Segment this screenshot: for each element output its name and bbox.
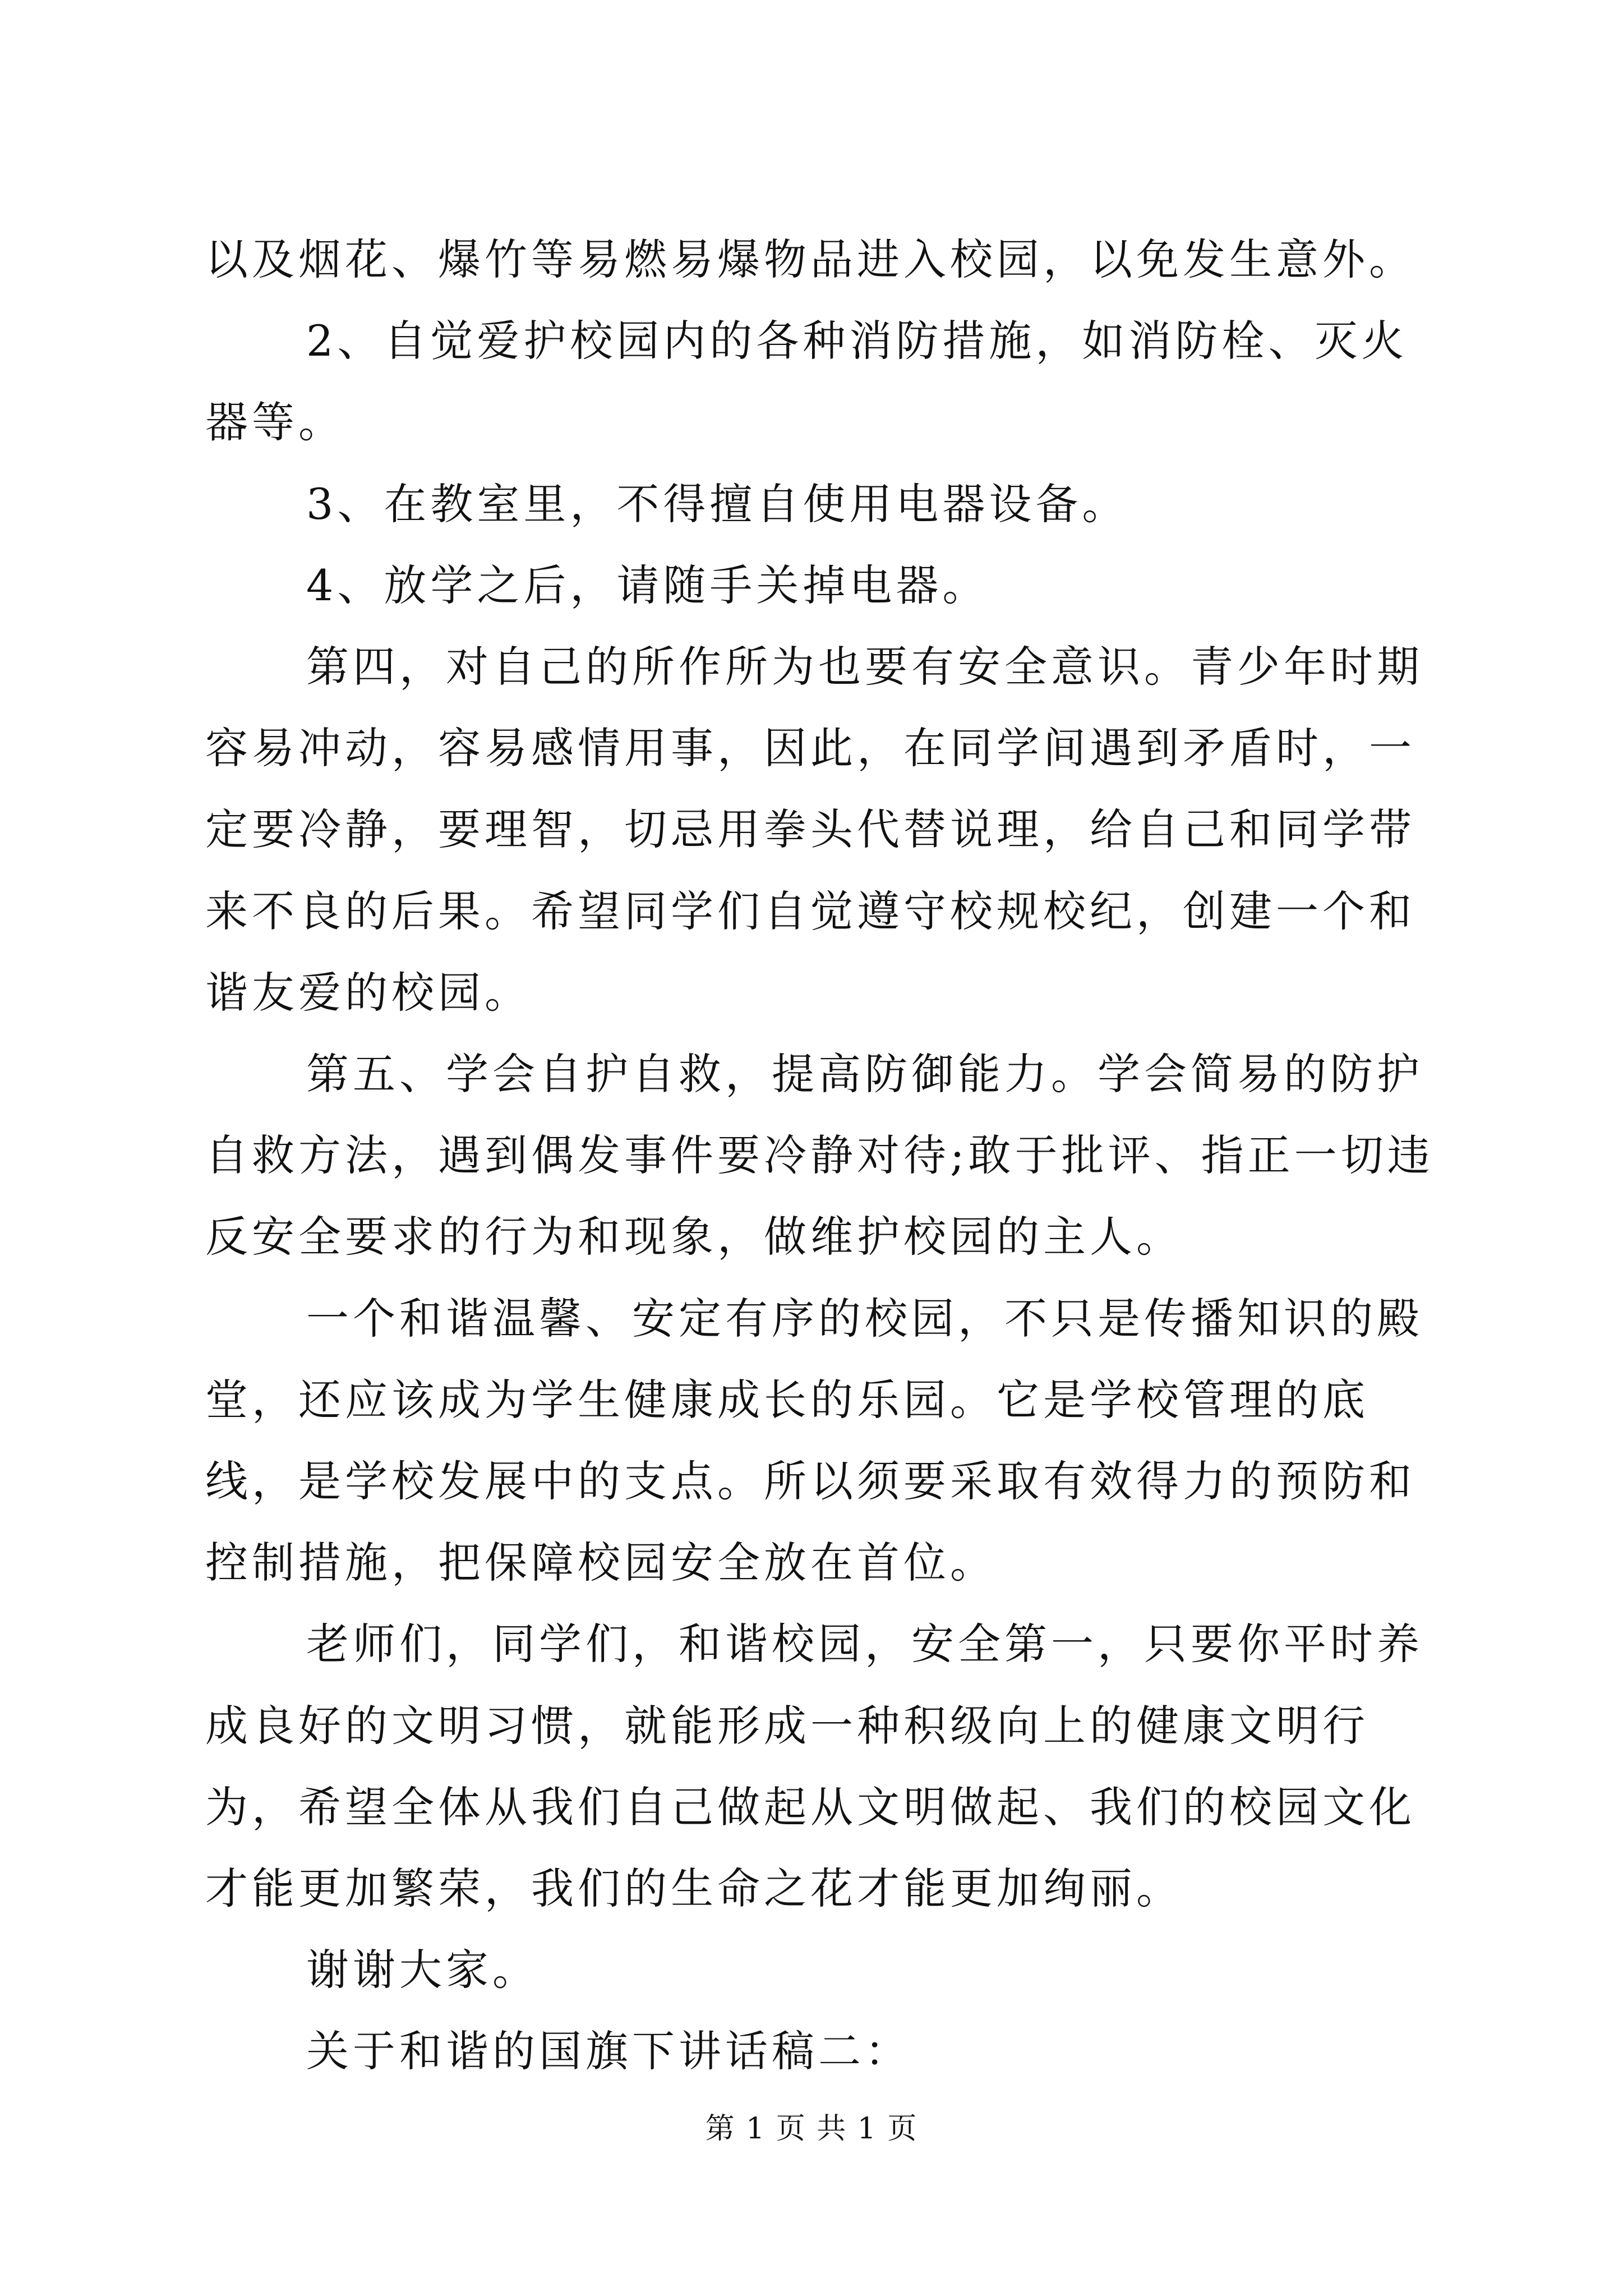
- paragraph-fourth: 第四，对自己的所作所为也要有安全意识。青少年时期容易冲动，容易感情用事，因此，在同学间遇到矛盾时，一定要冷静，要理智，切忌用拳头代替说理，给自己和同学带来不良的后果。希望同学们自觉遵守校规校纪，创建一个和谐友爱的校园。: [205, 642, 1423, 1018]
- paragraph-item-4: 4、放学之后，请随手关掉电器。: [306, 560, 989, 610]
- paragraph-item-2: 2、自觉爱护校园内的各种消防措施，如消防栓、灭火器等。: [205, 316, 1408, 448]
- paragraph-continuation: 以及烟花、爆竹等易燃易爆物品进入校园，以免发生意外。: [205, 234, 1415, 284]
- document-body: [205, 219, 1439, 2092]
- paragraph-item-3: 3、在教室里，不得擅自使用电器设备。: [306, 478, 1129, 529]
- paragraph-next-title: 关于和谐的国旗下讲话稿二：: [306, 2026, 911, 2077]
- paragraph-harmonious-campus: 一个和谐温馨、安定有序的校园，不只是传播知识的殿堂，还应该成为学生健康成长的乐园。它是学校管理的底线，是学校发展中的支点。所以须要采取有效得力的预防和控制措施，把保障校园安全放在首位。: [205, 1293, 1423, 1588]
- paragraph-fifth: 第五、学会自护自救，提高防御能力。学会简易的防护自救方法，遇到偶发事件要冷静对待;敢于批评、指正一切违反安全要求的行为和现象，做维护校园的主人。: [205, 1049, 1434, 1262]
- page-footer: 第 1 页 共 1 页: [705, 2112, 918, 2146]
- paragraph-thanks: 谢谢大家。: [306, 1945, 539, 1995]
- paragraph-teachers-students: 老师们，同学们，和谐校园，安全第一，只要你平时养成良好的文明习惯，就能形成一种积级向上的健康文明行为，希望全体从我们自己做起从文明做起、我们的校园文化才能更加繁荣，我们的生命之花才能更加绚丽。: [205, 1619, 1423, 1914]
